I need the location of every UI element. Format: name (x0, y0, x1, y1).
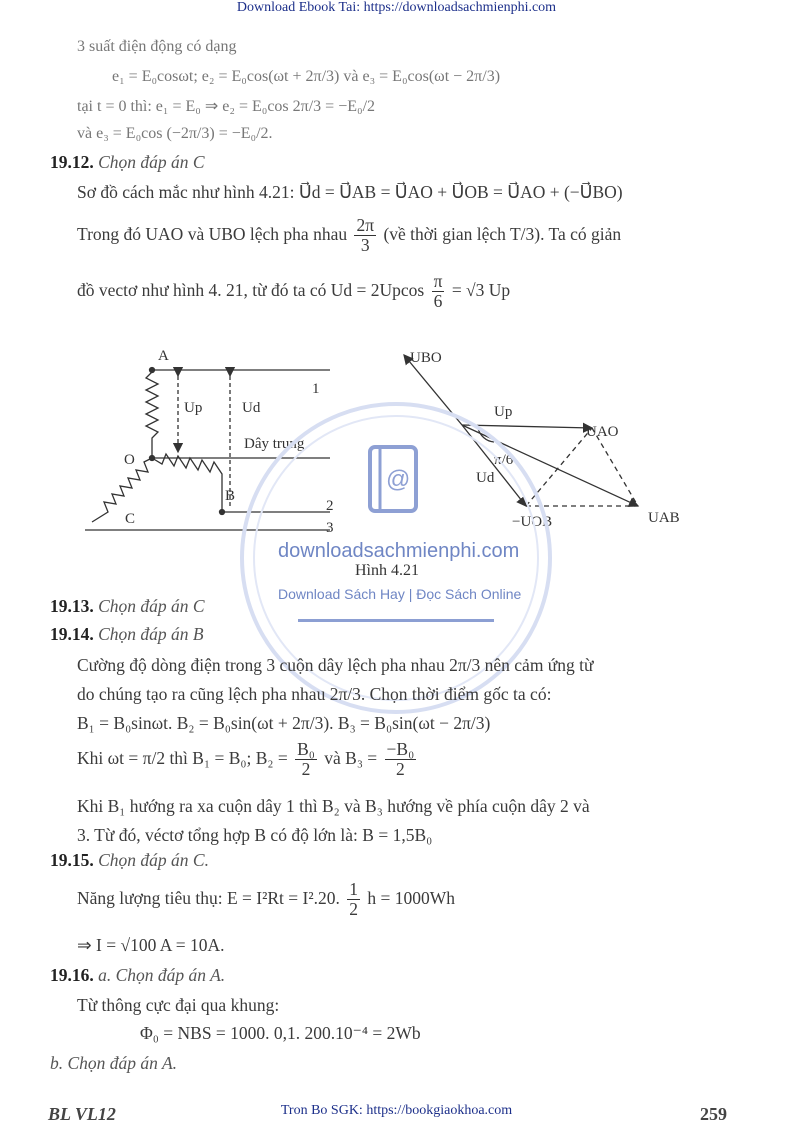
label-up-vector: Up (494, 404, 513, 420)
answer-heading (50, 850, 209, 871)
label-c: C (125, 511, 136, 527)
equation-line: Φ₀ = NBS = 1000. 0,1. 200.10⁻⁴ = 2Wb (140, 1023, 421, 1043)
fraction-denominator: 2 (301, 759, 311, 780)
answer-choice: Chọn đáp án C (98, 596, 205, 616)
answer-choice: b. Chọn đáp án A. (50, 1053, 178, 1073)
label-neg-uob: −UOB (512, 514, 553, 530)
fraction-denominator: 6 (433, 291, 443, 312)
fraction-numerator: −B₀ (386, 739, 415, 759)
equation-line: ⇒ I = √100 A = 10A. (77, 935, 225, 955)
fraction (432, 272, 445, 312)
question-number: 19.12. (50, 152, 94, 172)
text-line: 3. Từ đó, véctơ tổng hợp B có độ lớn là: B = 1,5B₀ (77, 825, 433, 845)
text-line: Khi B₁ hướng ra xa cuộn dây 1 thì B₂ và B₃ hướng về phía cuộn dây 2 và (77, 796, 590, 816)
fraction-denominator: 2 (349, 899, 358, 920)
question-number: 19.15. (50, 850, 94, 870)
fraction-numerator: B₀ (297, 739, 315, 759)
equation-line: tại t = 0 thì: e₁ = E₀ ⇒ e₂ = E₀cos 2π/3 = −E₀/2 (77, 98, 376, 115)
fraction-denominator: 3 (360, 235, 370, 256)
text-segment: (về thời gian lệch T/3). Ta có giản (383, 223, 622, 244)
book-code: BL VL12 (48, 1104, 116, 1124)
fraction-denominator: 2 (396, 759, 405, 780)
equation-line: và e₃ = E₀cos (−2π/3) = −E₀/2. (77, 125, 273, 142)
answer-choice: Chọn đáp án C. (98, 850, 209, 870)
header-link[interactable]: Download Ebook Tai: https://downloadsachmienphi.com (236, 0, 557, 15)
fraction (347, 880, 360, 920)
equation-line: B₁ = B₀sinωt. B₂ = B₀sin(ωt + 2π/3). B₃ = B₀sin(ωt − 2π/3) (77, 713, 491, 733)
page-number: 259 (700, 1104, 727, 1124)
label-line-1: 1 (312, 381, 320, 397)
figure-caption: Hình 4.21 (355, 562, 419, 579)
label-b: B (225, 488, 236, 504)
text-segment: h = 1000Wh (367, 887, 455, 908)
label-uab: UAB (648, 510, 680, 526)
label-line-3: 3 (326, 520, 334, 536)
question-number: 19.14. (50, 624, 94, 644)
fraction-numerator: 1 (349, 879, 358, 899)
label-uao: UAO (586, 424, 619, 440)
equation-line: e₁ = E₀cosωt; e₂ = E₀cos(ωt + 2π/3) và e₃ = E₀cos(ωt − 2π/3) (112, 68, 501, 85)
answer-heading (50, 965, 225, 986)
answer-choice: Chọn đáp án C (98, 152, 205, 172)
text-line: 3 suất điện động có dạng (77, 38, 237, 55)
text-segment: Trong đó UAO và UBO lệch pha nhau (77, 223, 348, 244)
label-pi-over-6: π/6 (494, 452, 514, 468)
fraction (295, 740, 317, 780)
svg-text:@: @ (386, 466, 411, 493)
answer-heading (50, 152, 205, 173)
label-ud: Ud (242, 400, 261, 416)
footer-link[interactable]: Tron Bo SGK: https://bookgiaokhoa.com (280, 1103, 513, 1118)
answer-heading (50, 624, 204, 645)
book-at-icon (366, 443, 422, 515)
label-line-2: 2 (326, 498, 334, 514)
label-ud-vector: Ud (476, 470, 495, 486)
label-neutral-wire: Dây trung (244, 436, 305, 452)
label-up: Up (184, 400, 203, 416)
question-number: 19.16. (50, 965, 94, 985)
text-line: do chúng tạo ra cũng lệch pha nhau 2π/3. Chọn thời điểm gốc ta có: (77, 684, 552, 704)
text-line (77, 216, 621, 256)
answer-choice: Chọn đáp án B (98, 624, 204, 644)
question-number: 19.13. (50, 596, 94, 616)
label-ubo: UBO (410, 350, 442, 366)
text-line: Cường độ dòng điện trong 3 cuộn dây lệch pha nhau 2π/3 nên cảm ứng từ (77, 655, 594, 675)
fraction-numerator: π (433, 271, 443, 291)
watermark-site: downloadsachmienphi.com (278, 540, 520, 562)
label-a: A (158, 348, 169, 364)
label-o: O (124, 452, 135, 468)
equation-line (77, 740, 419, 780)
text-line: Từ thông cực đại qua khung: (77, 995, 280, 1015)
text-segment: = √3 Up (451, 279, 511, 300)
answer-heading (50, 596, 205, 617)
text-line (77, 272, 510, 312)
text-segment: đồ vectơ như hình 4. 21, từ đó ta có Ud = 2Upcos (77, 279, 425, 300)
fraction (354, 216, 376, 256)
fraction (385, 740, 417, 780)
watermark-divider (298, 619, 494, 622)
watermark-tagline: Download Sách Hay | Đọc Sách Online (278, 586, 522, 602)
text-segment: và B₃ = (324, 747, 378, 768)
fraction-numerator: 2π (356, 215, 375, 235)
equation-line (77, 880, 455, 920)
text-segment: Khi ωt = π/2 thì B₁ = B₀; B₂ = (77, 747, 288, 768)
text-line: Sơ đồ cách mắc như hình 4.21: U⃗d = U⃗AB = U⃗AO + U⃗OB = U⃗AO + (−U⃗BO) (77, 182, 623, 202)
answer-choice: a. Chọn đáp án A. (98, 965, 226, 985)
text-segment: Năng lượng tiêu thụ: E = I²Rt = I².20. (77, 887, 340, 908)
